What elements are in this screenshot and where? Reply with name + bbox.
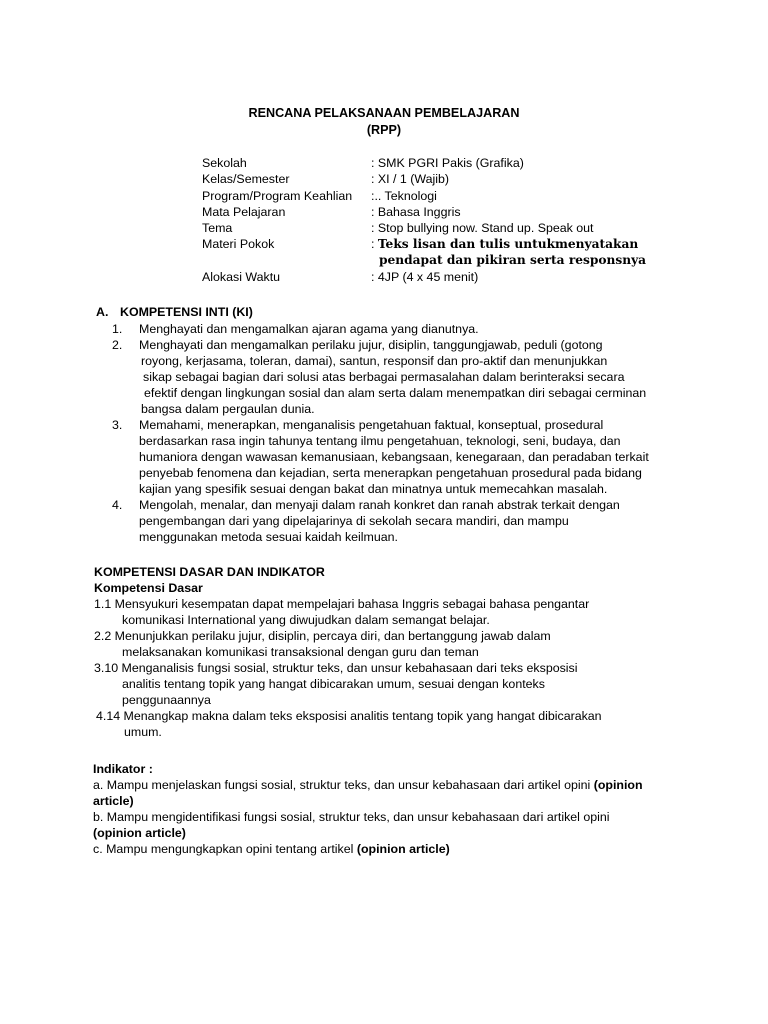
ki-item-4 xyxy=(112,497,672,545)
indikator-c-text: c. Mampu mengungkapkan opini tentang artikel xyxy=(93,842,357,856)
indikator-heading: Indikator : xyxy=(93,762,153,776)
kd-item-line: umum. xyxy=(124,725,162,739)
ki-number: 4. xyxy=(112,498,123,512)
info-label: Materi Pokok xyxy=(202,237,275,252)
info-label: Sekolah xyxy=(202,156,247,170)
ki-line: efektif dengan lingkungan sosial dan alam serta dalam menempatkan diri sebagai cerminan xyxy=(144,386,647,400)
kd-item-line: analitis tentang topik yang hangat dibicarakan umum, sesuai dengan konteks xyxy=(122,677,545,691)
ki-number: 3. xyxy=(112,418,123,432)
ki-line: humaniora dengan wawasan kemanusiaan, kebangsaan, kenegaraan, dan peradaban terkait xyxy=(139,450,649,464)
ki-number: 2. xyxy=(112,338,123,352)
kd-subheading: Kompetensi Dasar xyxy=(94,581,203,595)
indikator-section xyxy=(93,761,643,857)
kd-heading: KOMPETENSI DASAR DAN INDIKATOR xyxy=(94,565,325,579)
indikator-a-text: a. Mampu menjelaskan fungsi sosial, struktur teks, dan unsur kebahasaan dari artikel opini xyxy=(93,778,594,792)
materi-line-2: pendapat dan pikiran serta responsnya xyxy=(379,253,647,268)
ki-list xyxy=(112,321,672,545)
ki-line: bangsa dalam pergaulan dunia. xyxy=(141,402,315,416)
kd-item-line: melaksanakan komunikasi transaksional dengan guru dan teman xyxy=(122,645,479,659)
info-label: Mata Pelajaran xyxy=(202,204,286,219)
section-a-heading xyxy=(96,304,253,320)
kd-item-line: 2.2 Menunjukkan perilaku jujur, disiplin, percaya diri, dan bertanggung jawab dalam xyxy=(94,629,551,643)
ki-line: pengembangan dari yang dipelajarinya di sekolah secara mandiri, dan mampu xyxy=(139,514,569,528)
kd-item-line: 4.14 Menangkap makna dalam teks eksposisi analitis tentang topik yang hangat dibicarakan xyxy=(96,709,602,723)
ki-line: berdasarkan rasa ingin tahunya tentang ilmu pengetahuan, teknologi, seni, budaya, dan xyxy=(139,434,621,448)
ki-line: sikap sebagai bagian dari solusi atas berbagai permasalahan dalam berinteraksi secara xyxy=(143,370,625,384)
info-value xyxy=(371,236,646,268)
info-value: : SMK PGRI Pakis (Grafika) xyxy=(371,156,524,170)
info-label: Program/Program Keahlian xyxy=(202,188,353,203)
kd-item-line: 3.10 Menganalisis fungsi sosial, struktur teks, dan unsur kebahasaan dari teks eksposisi xyxy=(94,661,578,675)
indikator-a-line xyxy=(93,777,643,793)
info-value: :.. Teknologi xyxy=(371,188,437,203)
kd-section xyxy=(94,564,602,740)
ki-line: Menghayati dan mengamalkan perilaku jujur, disiplin, tanggungjawab, peduli (gotong xyxy=(139,338,603,352)
kd-item-line: komunikasi International yang diwujudkan dalam semangat belajar. xyxy=(122,613,490,627)
kd-item-line: 1.1 Mensyukuri kesempatan dapat mempelajari bahasa Inggris sebagai bahasa pengantar xyxy=(94,597,590,611)
document-title: RENCANA PELAKSANAAN PEMBELAJARAN xyxy=(248,106,520,120)
ki-line: penyebab fenomena dan kejadian, serta menerapkan pengetahuan prosedural pada bidang xyxy=(139,466,642,480)
info-value: : Stop bullying now. Stand up. Speak out xyxy=(371,221,594,236)
ki-line: menggunakan metoda sesuai kaidah keilmuan. xyxy=(139,530,398,544)
info-value: : 4JP (4 x 45 menit) xyxy=(371,270,479,285)
indikator-a-bold-cont: article) xyxy=(93,794,134,808)
info-value: : Bahasa Inggris xyxy=(371,204,461,219)
indikator-c-line xyxy=(93,841,643,857)
ki-item-3 xyxy=(112,417,672,497)
ki-line: royong, kerjasama, toleran, damai), santun, responsif dan pro-aktif dan menunjukkan xyxy=(141,354,608,368)
section-letter: A. xyxy=(96,305,109,319)
ki-number: 1. xyxy=(112,322,123,336)
info-label: Kelas/Semester xyxy=(202,172,290,187)
info-label: Tema xyxy=(202,221,233,236)
indikator-c-bold: (opinion article) xyxy=(356,842,450,856)
indikator-b-bold: (opinion article) xyxy=(93,826,186,840)
ki-item-2 xyxy=(112,337,672,417)
materi-line-1: Teks lisan dan tulis untukmenyatakan xyxy=(377,237,639,252)
info-label: Alokasi Waktu xyxy=(202,270,281,285)
indikator-a-bold: (opinion xyxy=(593,778,643,792)
ki-line: Mengolah, menalar, dan menyaji dalam ranah konkret dan ranah abstrak terkait dengan xyxy=(139,498,620,512)
ki-item-1 xyxy=(112,321,672,337)
info-colon: : xyxy=(371,237,378,252)
ki-line: kajian yang spesifik sesuai dengan bakat dan minatnya untuk memecahkan masalah. xyxy=(139,482,608,496)
ki-line: Menghayati dan mengamalkan ajaran agama yang dianutnya. xyxy=(139,322,479,336)
info-value: : XI / 1 (Wajib) xyxy=(371,172,450,187)
ki-line: Memahami, menerapkan, menganalisis pengetahuan faktual, konseptual, prosedural xyxy=(139,418,604,432)
kd-item-line: penggunaannya xyxy=(122,693,211,707)
section-title: KOMPETENSI INTI (KI) xyxy=(120,305,253,319)
document-subtitle: (RPP) xyxy=(366,123,402,137)
indikator-b-text: b. Mampu mengidentifikasi fungsi sosial, struktur teks, dan unsur kebahasaan dari artikel opini xyxy=(93,810,610,824)
